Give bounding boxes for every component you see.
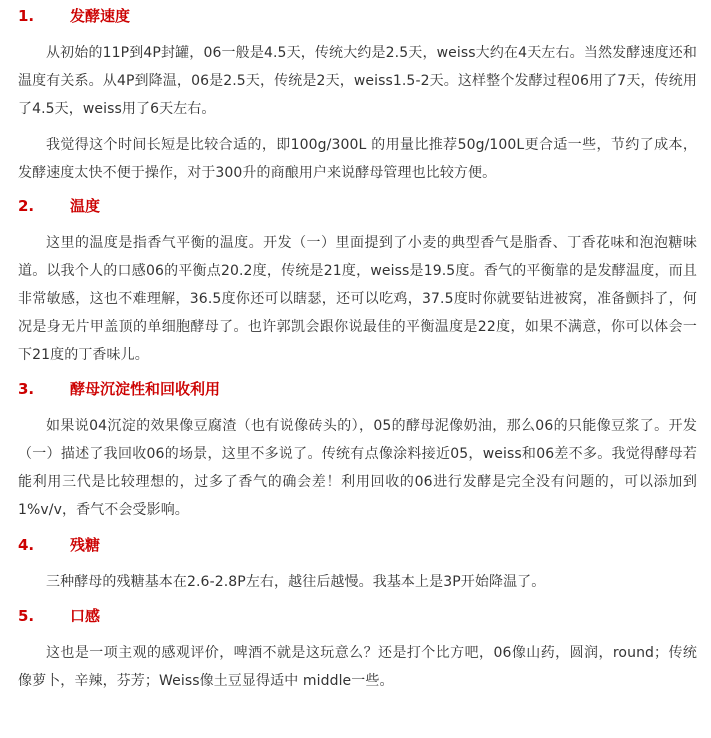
paragraph: 这也是一项主观的感观评价，啤酒不就是这玩意么？还是打个比方吧，06像山药，圆润，round；传统像萝卜，辛辣，芬芳；Weiss像土豆显得适中 middle一些。 (18, 645, 697, 689)
section-heading (18, 380, 697, 398)
section-title: 温度 (70, 197, 101, 215)
section-mouthfeel (18, 607, 697, 695)
section-number: 4. (18, 536, 35, 554)
section-heading (18, 536, 697, 554)
paragraph: 我觉得这个时间长短是比较合适的，即100g/300L 的用量比推荐50g/100L更合适一些，节约了成本，发酵速度太快不便于操作，对于300升的商酿用户来说酵母管理也比较方便。 (18, 137, 697, 181)
paragraph: 这里的温度是指香气平衡的温度。开发（一）里面提到了小麦的典型香气是脂香、丁香花味和泡泡糖味道。以我个人的口感06的平衡点20.2度，传统是21度，weiss是19.5度。香气的平衡靠的是发酵温度，而且非常敏感，这也不难理解，36.5度你还可以瞎瑟，还可以吃鸡，37.5度时你就要钻进被窝，准备颤抖了，何况是身无片甲盖顶的单细胞酵母了。也许郭凯会跟你说最佳的平衡温度是22度，如果不满意，你可以体会一下21度的丁香味儿。 (18, 235, 697, 363)
paragraph: 如果说04沉淀的效果像豆腐渣（也有说像砖头的），05的酵母泥像奶油，那么06的只能像豆浆了。开发（一）描述了我回收06的场景，这里不多说了。传统有点像涂料接近05，weiss和06差不多。我觉得酵母若能利用三代是比较理想的，过多了香气的确会差！利用回收的06进行发酵是完全没有问题的，可以添加到1%v/v，香气不会受影响。 (18, 418, 697, 518)
section-title: 发酵速度 (70, 7, 131, 25)
section-number: 5. (18, 607, 35, 625)
section-title: 酵母沉淀性和回收利用 (70, 380, 221, 398)
section-yeast-sedimentation (18, 380, 697, 524)
section-heading (18, 7, 697, 25)
paragraph: 三种酵母的残糖基本在2.6-2.8P左右，越往后越慢。我基本上是3P开始降温了。 (46, 574, 546, 590)
section-residual-sugar (18, 536, 697, 596)
section-number: 2. (18, 197, 35, 215)
section-title: 残糖 (70, 536, 101, 554)
section-heading (18, 197, 697, 215)
section-title: 口感 (70, 607, 101, 625)
section-heading (18, 607, 697, 625)
paragraph: 从初始的11P到4P封罐，06一般是4.5天，传统大约是2.5天，weiss大约在4天左右。当然发酵速度还和温度有关系。从4P到降温，06是2.5天，传统是2天，weiss1.5-2天。这样整个发酵过程06用了7天，传统用了4.5天，weiss用了6天左右。 (18, 45, 697, 117)
section-number: 3. (18, 380, 35, 398)
section-temperature (18, 197, 697, 369)
section-number: 1. (18, 7, 35, 25)
section-fermentation-speed (18, 0, 697, 187)
